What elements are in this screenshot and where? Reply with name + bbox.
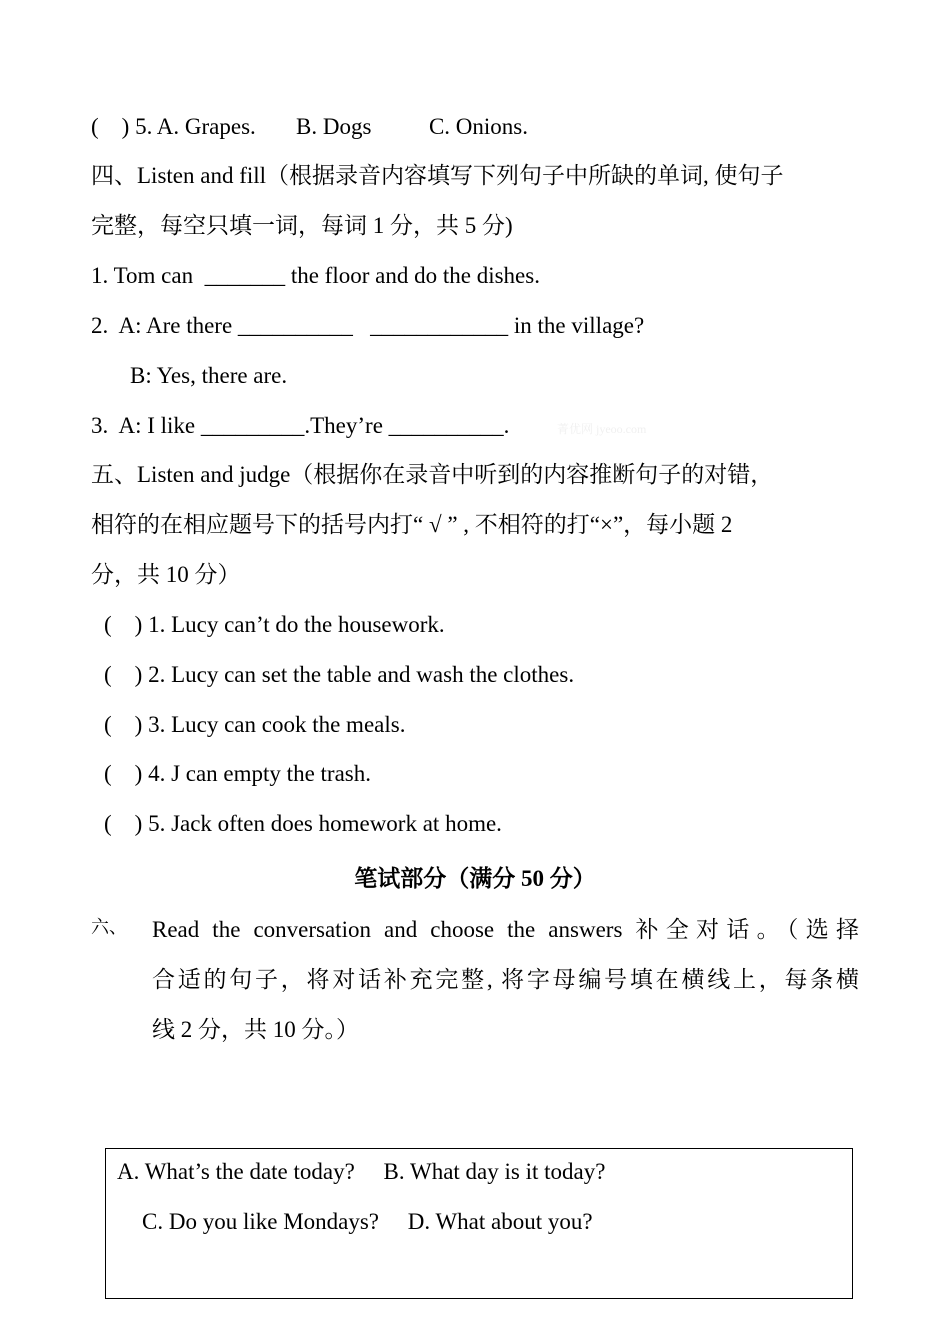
section5-heading: 五、Listen and judge（根据你在录音中听到的内容推断句子的对错，: [91, 462, 774, 487]
section5-instructions: 相符的在相应题号下的括号内打“ √ ” , 不相符的打“×”，每小题 2: [91, 512, 733, 537]
q6-number: 六、: [91, 917, 127, 937]
q6-line-3: 线 2 分，共 10 分。）: [152, 1017, 359, 1042]
q6-line-2: 合适的句子，将对话补充完整, 将字母编号填在横线上，每条横: [152, 967, 859, 992]
options-row-1: A. What’s the date today? B. What day is it today?: [117, 1159, 606, 1184]
fill-item-1: 1. Tom can _______ the floor and do the dishes.: [91, 263, 540, 288]
judge-item-1: ( ) 1. Lucy can’t do the housework.: [104, 612, 445, 637]
judge-item-4: ( ) 4. J can empty the trash.: [104, 761, 371, 786]
section-title: 笔试部分（满分 50 分）: [354, 866, 596, 891]
judge-item-2: ( ) 2. Lucy can set the table and wash the clothes.: [104, 662, 575, 687]
watermark: 菁优网 jyeoo.com: [557, 422, 647, 436]
judge-item-3: ( ) 3. Lucy can cook the meals.: [104, 712, 406, 737]
q6-instructions: [152, 905, 859, 1055]
fill-item-2: 2. A: Are there __________ ____________ in the village?: [91, 313, 645, 338]
q6-line-1: Read the conversation and choose the answers 补全对话。（选择: [152, 917, 859, 942]
options-row-2: C. Do you like Mondays? D. What about you?: [142, 1209, 593, 1234]
fill-item-3: 3. A: I like _________.They’re __________.: [91, 413, 510, 438]
section4-heading: 四、Listen and fill（根据录音内容填写下列句子中所缺的单词, 使句子: [91, 163, 784, 188]
section5-instructions-end: 分，共 10 分）: [91, 562, 241, 587]
section4-instructions: 完整，每空只填一词，每词 1 分，共 5 分): [91, 213, 513, 238]
judge-item-5: ( ) 5. Jack often does homework at home.: [104, 811, 502, 836]
options-box: [105, 1148, 853, 1299]
q5-line: ( ) 5. A. Grapes. B. Dogs C. Onions.: [91, 114, 528, 139]
fill-item-2-answer: B: Yes, there are.: [130, 363, 288, 388]
